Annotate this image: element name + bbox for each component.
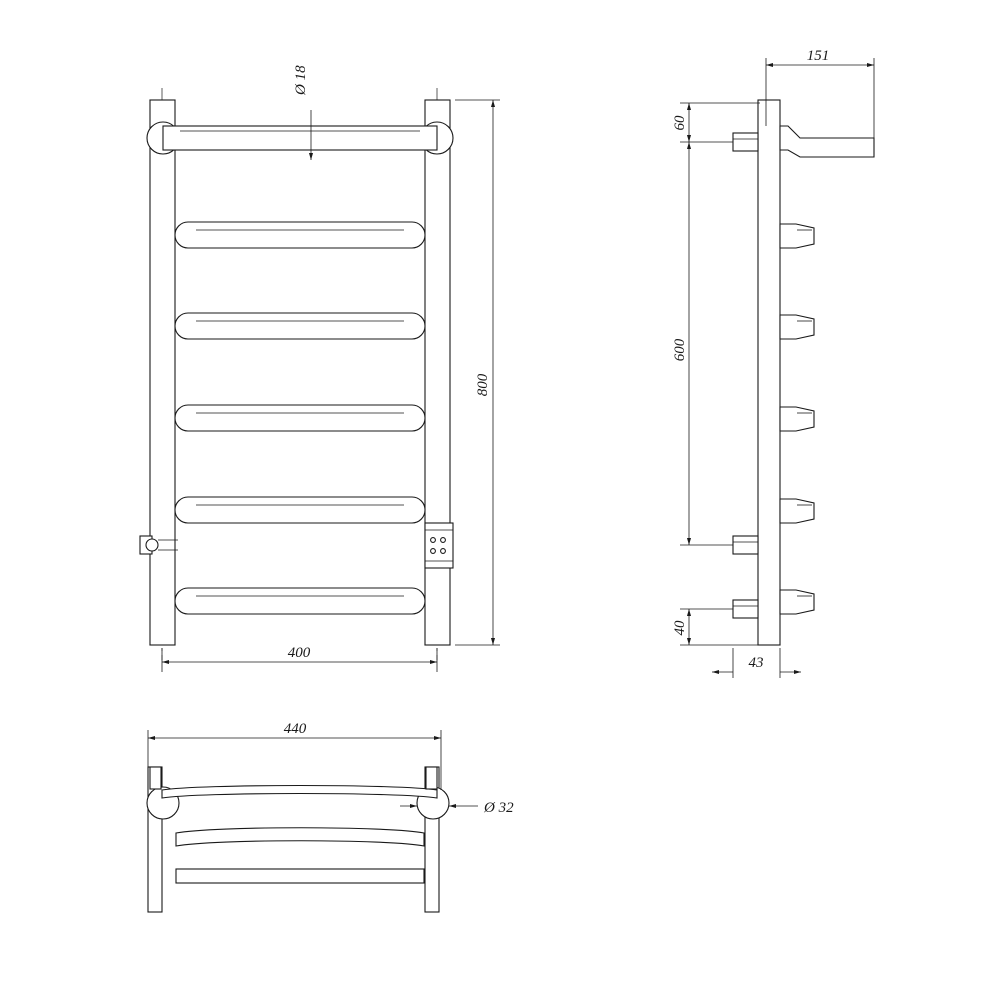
- side-rung-2: [780, 224, 814, 248]
- rung-4: [175, 405, 425, 431]
- top-inner-rung-plan: [176, 828, 424, 846]
- side-top-arm-body: [780, 126, 874, 157]
- side-top-bracket: [733, 133, 758, 151]
- rung-5-body: [175, 497, 425, 523]
- side-rung-6: [780, 590, 814, 614]
- side-rung-5: [780, 499, 814, 523]
- front-view: [140, 65, 500, 672]
- rung-6-body: [175, 588, 425, 614]
- side-rung-3: [780, 315, 814, 339]
- top-rung-plan: [162, 786, 437, 799]
- side-rung-2-body: [780, 224, 814, 248]
- left-mount-cap: [146, 539, 158, 551]
- dim-400-label: 400: [287, 645, 311, 661]
- side-lower-bracket-plate: [733, 600, 758, 618]
- dim-bracket-43: [712, 648, 801, 678]
- dim-d32-label: Ø 32: [484, 800, 514, 816]
- rung-3-body: [175, 313, 425, 339]
- left-post: [150, 100, 175, 645]
- side-rung-4: [780, 407, 814, 431]
- side-rung-5-body: [780, 499, 814, 523]
- side-bottom-bracket-plate: [733, 536, 758, 554]
- dim-151-label: 151: [806, 48, 830, 64]
- dim-60-label: 60: [672, 115, 688, 131]
- rung-2-body: [175, 222, 425, 248]
- rung-5: [175, 497, 425, 523]
- top-right-stub: [426, 767, 437, 789]
- rung-2: [175, 222, 425, 248]
- side-top-arm: [780, 126, 874, 157]
- dim-d18-label: Ø 18: [293, 65, 309, 95]
- top-left-stub: [150, 767, 161, 789]
- dim-overall-440: [148, 721, 441, 790]
- rung-top: [163, 126, 437, 150]
- side-view: [672, 48, 874, 678]
- dim-depth-151: [766, 48, 874, 138]
- top-lower-bar: [176, 869, 424, 883]
- dim-40-label: 40: [672, 620, 688, 636]
- top-view: [147, 721, 514, 912]
- rung-4-body: [175, 405, 425, 431]
- side-rung-6-body: [780, 590, 814, 614]
- dim-height-800: [455, 100, 500, 645]
- side-top-bracket-plate: [733, 133, 758, 151]
- side-post: [758, 100, 780, 645]
- dim-width-400: [162, 645, 437, 672]
- side-rung-3-body: [780, 315, 814, 339]
- side-rung-4-body: [780, 407, 814, 431]
- dim-600-label: 600: [672, 338, 688, 362]
- dim-43-label: 43: [748, 655, 764, 671]
- dim-440-label: 440: [283, 721, 307, 737]
- rung-6: [175, 588, 425, 614]
- rung-3: [175, 313, 425, 339]
- side-lower-bracket: [733, 600, 758, 618]
- dim-center-600: [672, 142, 733, 545]
- control-unit: [425, 523, 453, 568]
- side-bottom-bracket: [733, 536, 758, 554]
- dim-800-label: 800: [475, 373, 491, 397]
